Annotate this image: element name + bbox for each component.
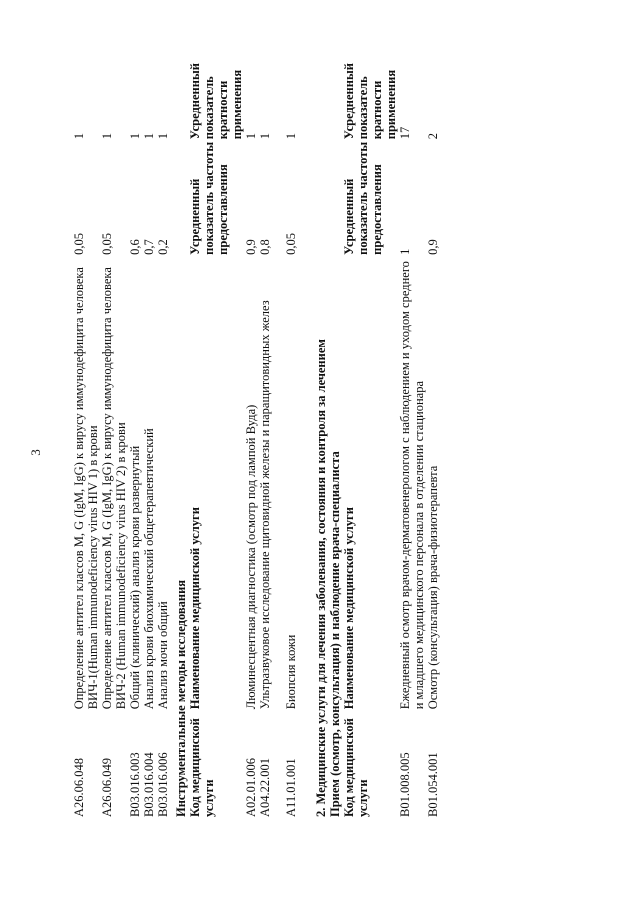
service-frequency: 0,7 [142,239,156,255]
service-frequency: 0,05 [100,232,114,255]
header-frequency: Усредненный показатель частоты предоставления [342,141,384,255]
header-name: Наименование медицинской услуги [188,507,202,710]
table-row [72,27,100,817]
service-multiplicity: 17 [398,126,412,140]
section-title-row [310,27,328,817]
service-frequency: 1 [398,248,412,255]
service-code: B03.016.003 [128,752,142,817]
section-title-row [170,27,188,817]
header-code: Код медицинской услуги [188,718,216,817]
service-name: Осмотр (консультация) врача-физиотерапевта [426,465,440,710]
service-frequency: 0,8 [258,239,272,255]
table-row [398,27,426,817]
services-content [72,27,440,817]
service-multiplicity: 2 [426,132,440,140]
service-multiplicity: 1 [244,132,258,140]
service-code: A26.06.048 [72,757,86,817]
page-number: 3 [28,449,43,456]
service-name: Общий (клинический) анализ крови развернутый [128,445,142,710]
table-header-row [188,27,244,817]
table-row [156,27,170,817]
header-code: Код медицинской услуги [342,718,370,817]
service-code: B01.054.001 [426,752,440,817]
header-multiplicity: Усредненный показатель кратности применения [342,63,398,140]
service-name: Определение антител классов M, G (IgM, IgG) к вирусу иммунодефицита человека ВИЧ-2 (Human immunodeficiency virus HIV 2) в крови [100,267,128,710]
service-multiplicity: 1 [258,132,272,140]
service-frequency: 0,9 [244,239,258,255]
service-name: Люминесцентная диагностика (осмотр под лампой Вуда) [244,404,258,710]
service-multiplicity: 1 [128,132,142,140]
service-name: Определение антител классов M, G (IgM, IgG) к вирусу иммунодефицита человека ВИЧ-1(Human immunodeficiency virus HIV 1) в крови [72,267,100,710]
service-code: B03.016.006 [156,752,170,817]
section-title: Инструментальные методы исследования [174,579,188,817]
service-code: B01.008.005 [398,752,412,817]
service-frequency: 0,9 [426,239,440,255]
table-row [244,27,258,817]
service-name: Анализ мочи общий [156,601,170,710]
service-frequency: 0,05 [284,232,298,255]
service-code: A02.01.006 [244,757,258,817]
table-row [128,27,142,817]
header-multiplicity: Усредненный показатель кратности применения [188,63,244,140]
service-multiplicity: 1 [156,132,170,140]
service-multiplicity: 1 [100,132,114,140]
header-frequency: Усредненный показатель частоты предоставления [188,141,230,255]
service-name: Биопсия кожи [284,634,298,710]
table-row [258,27,272,817]
section-title: 2. Медицинские услуги для лечения заболевания, состояния и контроля за лечением [314,339,328,817]
service-multiplicity: 1 [142,132,156,140]
service-name: Ультразвуковое исследование щитовидной железы и паращитовидных желез [258,300,272,710]
services-table [72,27,440,817]
service-name: Ежедневный осмотр врачом-дерматовенерологом с наблюдением и уходом среднего и младшего медицинского персонала в отделении стационара [398,261,426,710]
service-code: A04.22.001 [258,757,272,817]
service-name: Анализ крови биохимический общетерапевтический [142,428,156,710]
table-row [284,27,298,817]
table-row [100,27,128,817]
section-subtitle-row [328,27,342,817]
service-code: A11.01.001 [284,758,298,817]
section-subtitle: Прием (осмотр, консультация) и наблюдение врача-специалиста [328,451,342,817]
service-multiplicity: 1 [284,132,298,140]
table-header-row [342,27,398,817]
table-row [142,27,156,817]
service-frequency: 0,6 [128,239,142,255]
service-code: A26.06.049 [100,757,114,817]
service-multiplicity: 1 [72,132,86,140]
header-name: Наименование медицинской услуги [342,507,356,710]
service-frequency: 0,2 [156,239,170,255]
service-code: B03.016.004 [142,752,156,817]
service-frequency: 0,05 [72,232,86,255]
table-row [426,27,440,817]
